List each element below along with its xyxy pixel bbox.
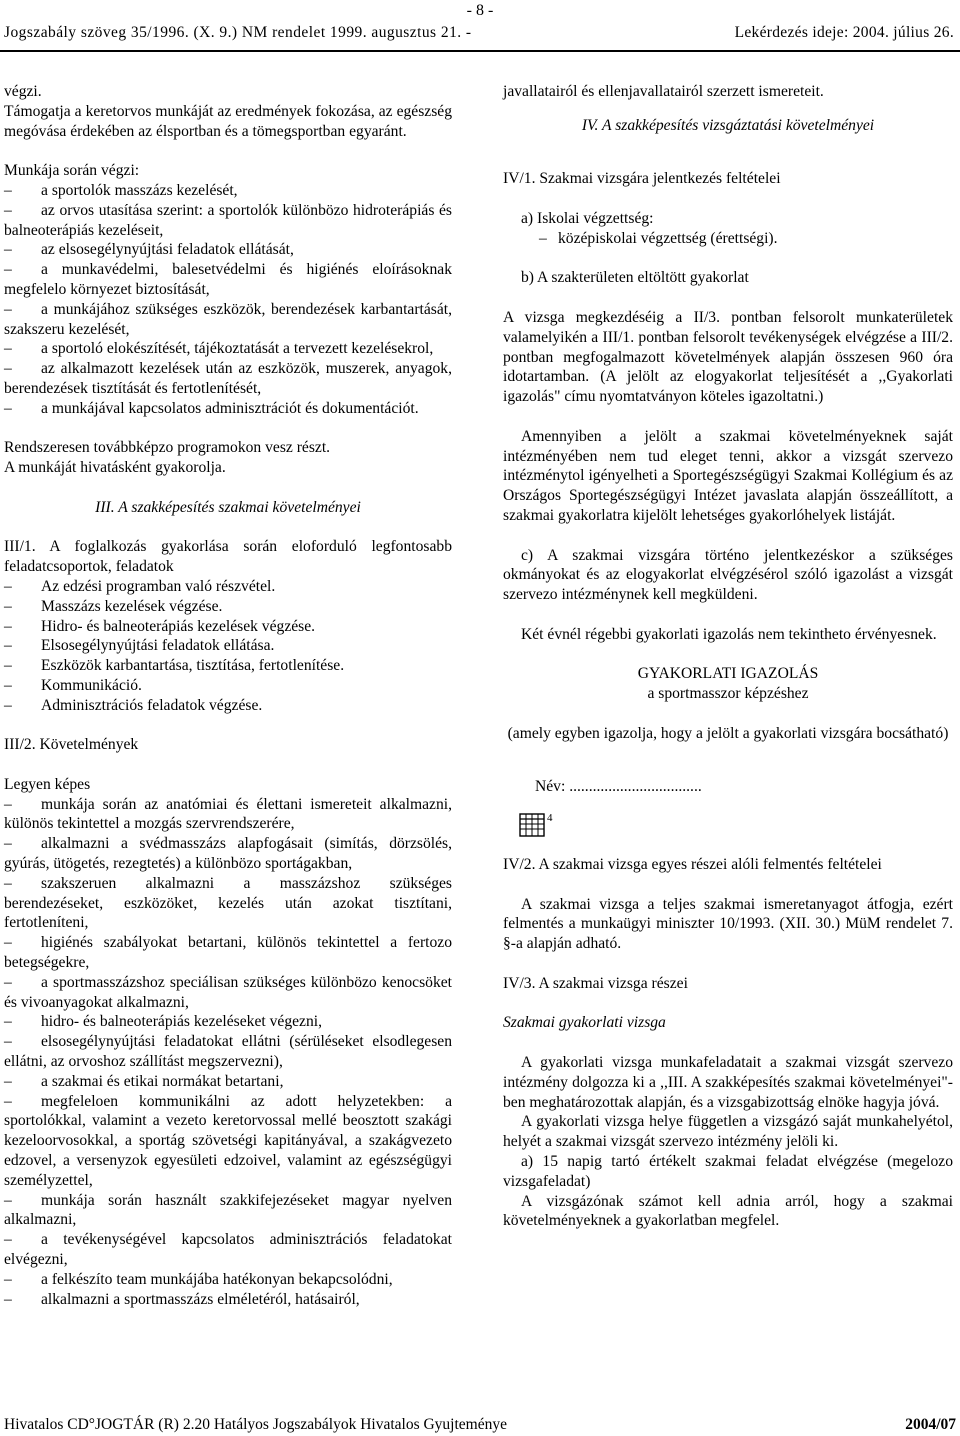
- form-note: (amely egyben igazolja, hogy a jelölt a gyakorlati vizsgára bocsátható): [507, 724, 949, 742]
- list-item: – alkalmazni a sportmasszázs elméletéról, hatásairól,: [4, 1290, 452, 1310]
- list-item: – higiénés szabályokat betartani, különös tekintettel a fertozo betegségekre,: [4, 933, 452, 973]
- paragraph: A szakmai vizsga a teljes szakmai ismeretanyagot átfogja, ezért felmentés a munkaügyi miniszter 10/1993. (XII. 30.) MüM rendelet 7. §-a alapján adható.: [503, 895, 953, 953]
- footer-edition: 2004/07: [905, 1416, 956, 1433]
- section-heading: IV. A szakképesítés vizsgáztatási követelményei: [581, 116, 875, 134]
- list-item: – a munkájához szükséges eszközök, berendezések karbantartását, szakszeru kezelését,: [4, 300, 452, 340]
- list-item: – az elsosegélynyújtási feladatok ellátását,: [4, 240, 452, 260]
- list-item: – Elsosegélynyújtási feladatok ellátása.: [4, 636, 452, 656]
- page-number: - 8 -: [466, 2, 494, 19]
- paragraph: A vizsgázónak számot kell adnia arról, hogy a szakmai követelményeknek a gyakorlatban megfelel.: [503, 1192, 953, 1230]
- list-item: – megfeleloen kommunikálni az adott helyzetekben: a sportolókkal, valamint a vezeto keretorvossal mellé beosztott szakági kezeloorvosokkal, a sportág szövetségi kapitányával, a szakágvezeto edzovel, a versenyzok egyesületi edzoivel, valamint az egészségügyi személyzettel,: [4, 1092, 452, 1191]
- header-rule: [0, 50, 960, 52]
- footer-source: Hivatalos CD°JOGTÁR (R) 2.20 Hatályos Jogszabályok Hivatalos Gyujteménye: [4, 1416, 507, 1433]
- paragraph: A vizsga megkezdéséig a II/3. pontban felsorolt munkaterületek valamelyikén a III/1. pontban felsorolt tevékenységek elvégzése a III/2. pontban megfogalmazott követelmények alapján összesen 960 óra idotartamban. (A jelölt az elogyakorlat teljesítését a ,,Gyakorlati igazolás" címu nyomtatványon köteles igazoltatni.): [503, 308, 953, 406]
- list-item: – munkája során az anatómiai és élettani ismereteit alkalmazni, különös tekintettel a mozgás szervrendszerére,: [4, 795, 452, 835]
- list-item: – hidro- és balneoterápiás kezeléseket végezni,: [4, 1012, 452, 1032]
- paragraph: c) A szakmai vizsgára történo jelentkezéskor a szükséges okmányokat és az elogyakorlat elvégzésérol szóló igazolást a vizsgát szervezo intézménynek kell megküldeni.: [503, 546, 953, 604]
- list-item: – a sportoló elokészítését, tájékoztatását a tervezett kezelésekrol,: [4, 339, 452, 359]
- list-item: – a munkavédelmi, balesetvédelmi és higiénés eloírásoknak megfelelo környezet biztosítását,: [4, 260, 452, 300]
- footnote-marker: 4: [547, 812, 553, 825]
- table-placeholder: [503, 811, 953, 841]
- list-item: – a szakmai és etikai normákat betartani,: [4, 1072, 452, 1092]
- list-item: – munkája során használt szakkifejezéseket magyar nyelven alkalmazni,: [4, 1191, 452, 1231]
- paragraph: Rendszeresen továbbképzo programokon vesz részt.: [4, 439, 331, 457]
- form-title: GYAKORLATI IGAZOLÁS: [637, 665, 819, 683]
- left-column: [4, 82, 452, 1309]
- list-item: – a sportolók masszázs kezelését,: [4, 181, 452, 201]
- subsection-heading: III/1. A foglalkozás gyakorlása során eloforduló legfontosabb feladatcsoportok, feladatok: [4, 538, 452, 576]
- list-item: – a sportmasszázshoz speciálisan szükséges különbözo kenocsöket és vivoanyagokat alkalmazni,: [4, 973, 452, 1013]
- paragraph: végzi.: [4, 83, 42, 100]
- paragraph: A gyakorlati vizsga helye független a vizsgázó saját munkahelyétol, helyét a szakmai vizsgát szervezo intézmény jelöli ki.: [503, 1113, 953, 1151]
- header-query-date: Lekérdezés ideje: 2004. július 26.: [734, 24, 954, 41]
- paragraph: a) 15 napig tartó értékelt szakmai feladat elvégzése (megelozo vizsgafeladat): [503, 1153, 953, 1190]
- list-item: – az orvos utasítása szerint: a sportolók különbözo hidroterápiás és balneoterápiás kezeléseit,: [4, 201, 452, 241]
- paragraph: b) A szakterületen eltöltött gyakorlat: [521, 269, 749, 287]
- list-item: – Hidro- és balneoterápiás kezelések végzése.: [4, 617, 452, 637]
- subsection-heading: IV/2. A szakmai vizsga egyes részei alóli felmentés feltételei: [503, 856, 882, 874]
- section-heading: III. A szakképesítés szakmai követelményei: [95, 498, 361, 516]
- paragraph: Amennyiben a jelölt a szakmai követelményeknek saját intézményében nem tud eleget tenni, akkor a vizsgát szervezo intézménytol igényelheti a Sportegészségügyi Szakmai Kollégium és az Országos Sportegészségügyi Intézet javaslata alapján összeállított, a szakmai gyakorlatra kijelölt lehetséges gyakorlóhelyek listáját.: [503, 427, 953, 524]
- paragraph: Legyen képes: [4, 775, 91, 793]
- list-item: – Adminisztrációs feladatok végzése.: [4, 696, 452, 716]
- list-item: – a felkészíto team munkájába hatékonyan bekapcsolódni,: [4, 1270, 452, 1290]
- form-subtitle: a sportmasszor képzéshez: [647, 685, 809, 703]
- list-item: – elsosegélynyújtási feladatokat ellátni (sérüléseket elsodlegesen ellátni, az orvoshoz szállítást megszervezni),: [4, 1032, 452, 1072]
- right-column: [503, 82, 953, 1231]
- list-item: – Eszközök karbantartása, tisztítása, fertotlenítése.: [4, 656, 452, 676]
- subsection-heading: IV/1. Szakmai vizsgára jelentkezés feltételei: [503, 170, 781, 188]
- header-document-info: Jogszabály szöveg 35/1996. (X. 9.) NM rendelet 1999. augusztus 21. -: [4, 24, 472, 41]
- list-item: – középiskolai végzettség (érettségi).: [503, 229, 953, 249]
- list-item: – alkalmazni a svédmasszázs alapfogásait (simítás, dörzsölés, gyúrás, ütögetés, rezegtetés) a különbözo sportágakban,: [4, 834, 452, 874]
- paragraph: A gyakorlati vizsga munkafeladatait a szakmai vizsgát szervezo intézmény dolgozza ki a ,,III. A szakképesítés szakmai követelményei"-ben meghatározottak alapján, és a vizsgabizottság elnöke hagyja jóvá.: [503, 1054, 953, 1111]
- paragraph: javallatairól és ellenjavallatairól szerzett ismereteit.: [503, 83, 824, 100]
- list-item: – szakszeruen alkalmazni a masszázshoz szükséges berendezéseket, eszközöket, kezelés után azokat tisztítani, fertotleníteni,: [4, 874, 452, 933]
- page-header: [4, 24, 954, 46]
- name-field-line: Név: ..................................: [535, 778, 702, 796]
- list-item: – Masszázs kezelések végzése.: [4, 597, 452, 617]
- subsection-heading: IV/3. A szakmai vizsga részei: [503, 974, 688, 992]
- table-grid-icon: [519, 811, 549, 843]
- list-item: – Az edzési programban való részvétel.: [4, 577, 452, 597]
- list-item: – Kommunikáció.: [4, 676, 452, 696]
- paragraph: a) Iskolai végzettség:: [521, 209, 654, 227]
- list-item: – a munkájával kapcsolatos adminisztrációt és dokumentációt.: [4, 399, 452, 419]
- paragraph: Munkája során végzi:: [4, 162, 140, 180]
- paragraph: Két évnél régebbi gyakorlati igazolás nem tekintheto érvényesnek.: [521, 625, 937, 643]
- subsection-title: Szakmai gyakorlati vizsga: [503, 1014, 666, 1032]
- subsection-heading: III/2. Követelmények: [4, 736, 139, 754]
- list-item: – az alkalmazott kezelések után az eszközök, muszerek, anyagok, berendezések tisztítását és fertotlenítését,: [4, 359, 452, 399]
- paragraph: Támogatja a keretorvos munkáját az eredmények fokozása, az egészség megóvása érdekében az élsportban és a tömegsportban egyaránt.: [4, 102, 452, 140]
- list-item: – a tevékenységével kapcsolatos adminisztrációs feladatokat elvégezni,: [4, 1230, 452, 1270]
- paragraph: A munkáját hivatásként gyakorolja.: [4, 459, 226, 477]
